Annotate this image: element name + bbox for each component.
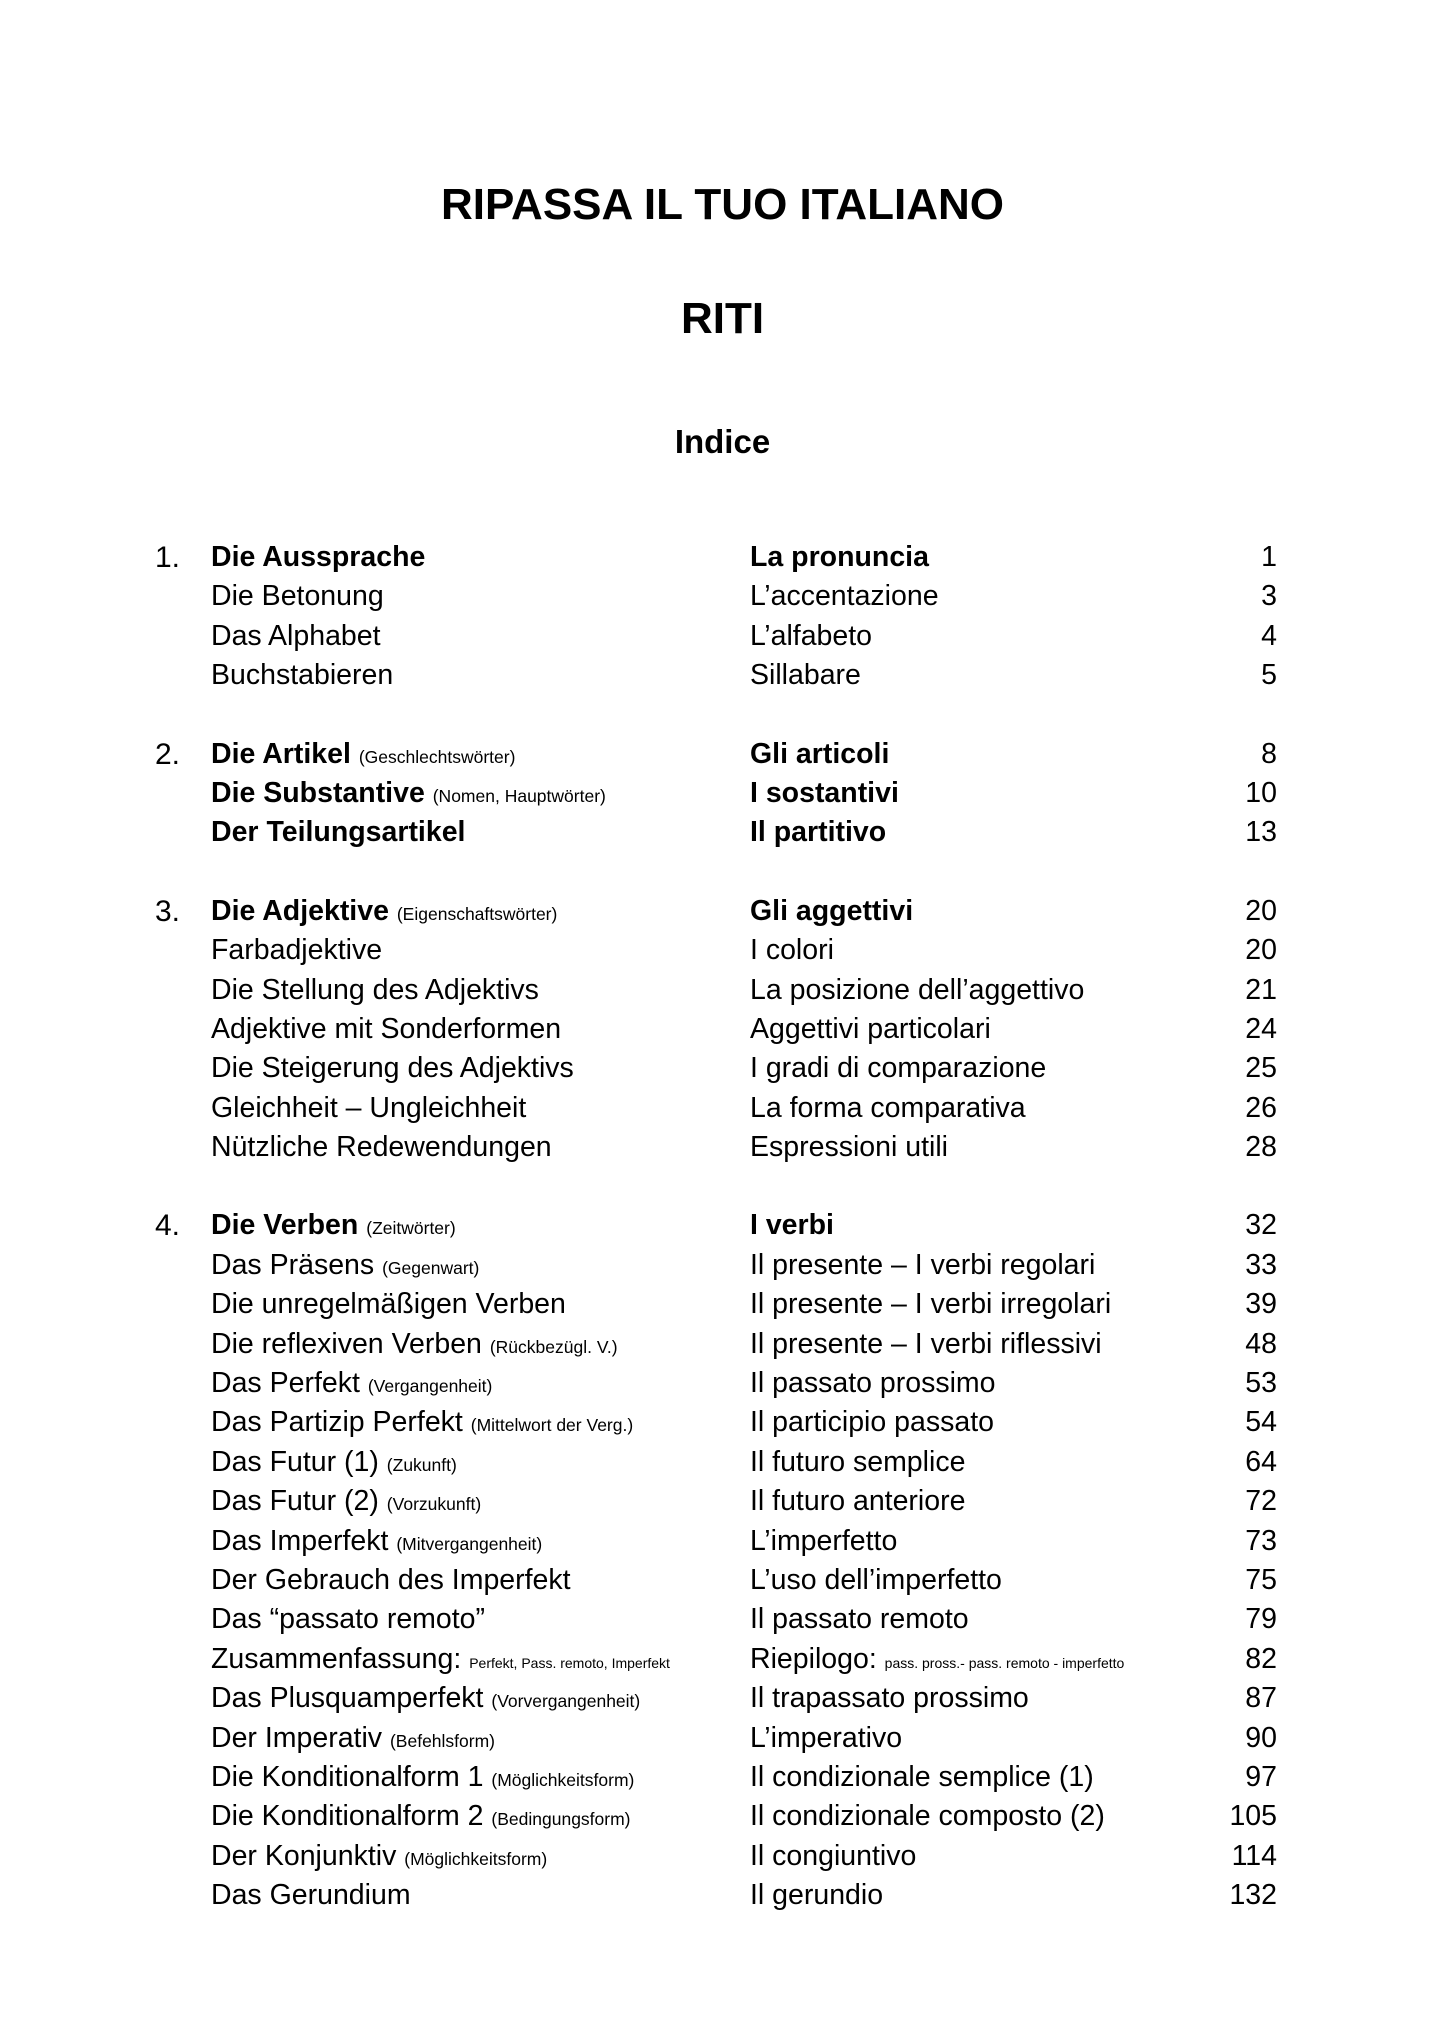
german-note: (Vorzukunft): [386, 1494, 482, 1515]
german-title-text: Das Perfekt: [211, 1367, 360, 1400]
german-title: [211, 1206, 456, 1248]
german-title: [211, 1246, 479, 1288]
italian-title-text: Il futuro semplice: [750, 1445, 966, 1478]
german-note: (Rückbezügl. V.): [489, 1336, 618, 1357]
german-title: [211, 1600, 485, 1639]
section-number: 4.: [155, 1209, 181, 1243]
german-note: (Gegenwart): [382, 1257, 480, 1278]
german-title-text: Die Betonung: [211, 580, 384, 613]
page-number: 5: [1261, 659, 1277, 692]
page-number: 28: [1245, 1131, 1277, 1164]
document-subtitle: RITI: [680, 294, 765, 343]
italian-title-text: L’alfabeto: [750, 619, 873, 652]
italian-title: [750, 1128, 948, 1167]
toc-entry: [0, 892, 1445, 931]
italian-title: [750, 617, 872, 656]
german-title-text: Das Futur (2): [211, 1485, 379, 1518]
toc-entry: [0, 1089, 1445, 1128]
german-title-text: Die Konditionalform 1: [211, 1760, 484, 1793]
german-title-text: Das Imperfekt: [211, 1524, 389, 1557]
toc-entry: [0, 1403, 1445, 1442]
page-number: 53: [1245, 1367, 1277, 1400]
toc-entry: [0, 1561, 1445, 1600]
page-number: 54: [1245, 1406, 1277, 1439]
toc-entry: [0, 1010, 1445, 1049]
italian-title: [750, 735, 889, 774]
italian-title: [750, 1561, 1002, 1600]
german-title-text: Das Präsens: [211, 1248, 375, 1281]
german-title: [211, 813, 465, 852]
toc-entry: [0, 1876, 1445, 1915]
italian-title: [750, 1403, 994, 1442]
page-number: 105: [1229, 1800, 1277, 1833]
german-title-text: Die unregelmäßigen Verben: [211, 1288, 566, 1321]
german-title-text: Die Konditionalform 2: [211, 1800, 484, 1833]
toc-entry: [0, 1049, 1445, 1088]
german-title: [211, 1679, 640, 1721]
toc-entry: [0, 735, 1445, 774]
italian-title-text: Riepilogo:: [750, 1642, 877, 1675]
italian-title: [750, 656, 861, 695]
toc-entry: [0, 1758, 1445, 1797]
german-title-text: Buchstabieren: [211, 659, 394, 692]
german-note: (Geschlechtswörter): [358, 746, 516, 767]
german-note: Perfekt, Pass. remoto, Imperfekt: [469, 1654, 670, 1671]
german-title: [211, 1482, 481, 1524]
italian-title: [750, 971, 1084, 1010]
german-title-text: Die Artikel: [211, 737, 351, 770]
german-title: [211, 538, 425, 577]
italian-title-text: Il passato remoto: [750, 1603, 969, 1636]
italian-title-text: I colori: [750, 934, 834, 967]
italian-title: [750, 1285, 1111, 1324]
german-title-text: Die Steigerung des Adjektivs: [211, 1052, 574, 1085]
italian-title-text: Il presente – I verbi riflessivi: [750, 1327, 1102, 1360]
german-title: [211, 1128, 552, 1167]
italian-title: [750, 1443, 965, 1482]
page-number: 3: [1261, 580, 1277, 613]
german-note: (Nomen, Hauptwörter): [432, 785, 606, 806]
italian-title: [750, 1797, 1105, 1836]
german-title-text: Das Alphabet: [211, 619, 381, 652]
italian-title-text: Espressioni utili: [750, 1131, 948, 1164]
toc-entry: [0, 1325, 1445, 1364]
german-title-text: Der Teilungsartikel: [211, 816, 466, 849]
german-title: [211, 1049, 574, 1088]
german-title: [211, 1640, 670, 1683]
toc-section: [0, 892, 1445, 1168]
german-note: (Vergangenheit): [367, 1376, 493, 1397]
italian-title: [750, 1640, 1124, 1683]
italian-title-text: L’uso dell’imperfetto: [750, 1563, 1002, 1596]
german-title-text: Das Partizip Perfekt: [211, 1406, 463, 1439]
italian-title-text: Il passato prossimo: [750, 1367, 996, 1400]
german-title: [211, 1364, 492, 1406]
italian-title-text: Il gerundio: [750, 1879, 884, 1912]
german-title: [211, 656, 393, 695]
german-title: [211, 971, 539, 1010]
italian-title-text: Gli aggettivi: [750, 894, 914, 927]
german-title: [211, 577, 384, 616]
page-number: 26: [1245, 1091, 1277, 1124]
italian-note: pass. pross.- pass. remoto - imperfetto: [884, 1654, 1125, 1671]
italian-title-text: Il trapassato prossimo: [750, 1682, 1029, 1715]
section-number: 3.: [155, 894, 181, 928]
german-title: [211, 1719, 495, 1761]
toc-entry: [0, 1246, 1445, 1285]
italian-title-text: Il participio passato: [750, 1406, 994, 1439]
italian-title-text: Il partitivo: [750, 816, 887, 849]
toc-entry: [0, 1206, 1445, 1245]
section-number: 2.: [155, 737, 181, 771]
german-title-text: Gleichheit – Ungleichheit: [211, 1091, 527, 1124]
italian-title: [750, 1049, 1046, 1088]
page-number: 8: [1261, 737, 1277, 770]
toc-entry: [0, 1797, 1445, 1836]
page-number: 33: [1245, 1248, 1277, 1281]
page-number: 4: [1261, 619, 1277, 652]
italian-title: [750, 1837, 916, 1876]
italian-title: [750, 1325, 1102, 1364]
page-number: 90: [1245, 1721, 1277, 1754]
page-number: 20: [1245, 934, 1277, 967]
german-title: [211, 1876, 411, 1915]
german-title: [211, 1010, 561, 1049]
german-title: [211, 1758, 634, 1800]
german-title: [211, 1403, 633, 1445]
german-title-text: Zusammenfassung:: [211, 1642, 462, 1675]
german-note: (Möglichkeitsform): [404, 1848, 548, 1869]
italian-title-text: I sostantivi: [750, 776, 899, 809]
italian-title-text: Aggettivi particolari: [750, 1012, 991, 1045]
italian-title: [750, 577, 939, 616]
page-number: 132: [1229, 1879, 1277, 1912]
german-title-text: Die reflexiven Verben: [211, 1327, 482, 1360]
italian-title-text: Il futuro anteriore: [750, 1485, 966, 1518]
toc-entry: [0, 1679, 1445, 1718]
german-note: (Eigenschaftswörter): [396, 903, 558, 924]
italian-title-text: L’imperfetto: [750, 1524, 898, 1557]
german-note: (Möglichkeitsform): [491, 1769, 635, 1790]
italian-title: [750, 813, 886, 852]
german-title: [211, 774, 606, 816]
italian-title: [750, 892, 913, 931]
toc-entry: [0, 971, 1445, 1010]
toc-entry: [0, 538, 1445, 577]
german-title: [211, 1443, 457, 1485]
index-heading: Indice: [674, 423, 771, 460]
page-number: 25: [1245, 1052, 1277, 1085]
page-number: 32: [1245, 1209, 1277, 1242]
italian-title-text: La forma comparativa: [750, 1091, 1026, 1124]
german-title: [211, 1561, 571, 1600]
german-note: (Befehlsform): [389, 1730, 495, 1751]
toc-entry: [0, 1600, 1445, 1639]
page-number: 21: [1245, 973, 1277, 1006]
german-title: [211, 617, 381, 656]
toc-section: [0, 1206, 1445, 1915]
toc-entry: [0, 1364, 1445, 1403]
page-number: 24: [1245, 1012, 1277, 1045]
italian-title: [750, 1522, 897, 1561]
italian-title-text: L’imperativo: [750, 1721, 903, 1754]
italian-title-text: Il condizionale semplice (1): [750, 1760, 1094, 1793]
german-title: [211, 1325, 618, 1367]
italian-title-text: Il presente – I verbi irregolari: [750, 1288, 1112, 1321]
italian-title-text: L’accentazione: [750, 580, 939, 613]
german-title: [211, 1285, 566, 1324]
toc-entry: [0, 1522, 1445, 1561]
german-title-text: Der Konjunktiv: [211, 1839, 397, 1872]
italian-title: [750, 1364, 996, 1403]
page-number: 97: [1245, 1760, 1277, 1793]
toc-section: [0, 735, 1445, 853]
german-title-text: Farbadjektive: [211, 934, 383, 967]
german-title-text: Die Stellung des Adjektivs: [211, 973, 539, 1006]
italian-title: [750, 1719, 902, 1758]
german-note: (Bedingungsform): [491, 1809, 631, 1830]
german-title: [211, 1797, 631, 1839]
page-number: 87: [1245, 1682, 1277, 1715]
italian-title: [750, 1679, 1029, 1718]
german-title-text: Das “passato remoto”: [211, 1603, 486, 1636]
toc-entry: [0, 1128, 1445, 1167]
toc-entry: [0, 813, 1445, 852]
german-title-text: Die Substantive: [211, 776, 425, 809]
german-title-text: Nützliche Redewendungen: [211, 1131, 552, 1164]
german-note: (Vorvergangenheit): [491, 1691, 641, 1712]
table-of-contents: [0, 538, 1445, 1955]
german-title: [211, 1837, 547, 1879]
german-note: (Mitvergangenheit): [396, 1533, 543, 1554]
german-title: [211, 1089, 526, 1128]
page-number: 82: [1245, 1642, 1277, 1675]
german-title-text: Der Imperativ: [211, 1721, 383, 1754]
document-title: RIPASSA IL TUO ITALIANO: [440, 180, 1005, 229]
german-note: (Zukunft): [386, 1454, 457, 1475]
italian-title: [750, 1600, 969, 1639]
italian-title: [750, 931, 834, 970]
german-note: (Zeitwörter): [366, 1218, 456, 1239]
italian-title-text: La posizione dell’aggettivo: [750, 973, 1085, 1006]
toc-entry: [0, 1443, 1445, 1482]
toc-section: [0, 538, 1445, 696]
italian-title-text: La pronuncia: [750, 541, 929, 573]
italian-title-text: Il condizionale composto (2): [750, 1800, 1105, 1833]
italian-title: [750, 1482, 965, 1521]
german-title-text: Adjektive mit Sonderformen: [211, 1012, 562, 1045]
german-title: [211, 1522, 542, 1564]
german-title-text: Das Gerundium: [211, 1879, 411, 1912]
italian-title-text: Il congiuntivo: [750, 1839, 917, 1872]
page-number: 75: [1245, 1563, 1277, 1596]
toc-entry: [0, 1640, 1445, 1679]
toc-entry: [0, 1285, 1445, 1324]
page-number: 79: [1245, 1603, 1277, 1636]
german-title-text: Der Gebrauch des Imperfekt: [211, 1563, 571, 1596]
page-number: 64: [1245, 1445, 1277, 1478]
page-number: 1: [1261, 541, 1277, 573]
italian-title: [750, 1089, 1026, 1128]
italian-title: [750, 538, 929, 577]
german-title-text: Das Plusquamperfekt: [211, 1682, 484, 1715]
page-number: 48: [1245, 1327, 1277, 1360]
toc-entry: [0, 1837, 1445, 1876]
toc-entry: [0, 1482, 1445, 1521]
german-title-text: Das Futur (1): [211, 1445, 379, 1478]
german-title-text: Die Verben: [211, 1209, 359, 1242]
italian-title-text: I verbi: [750, 1209, 834, 1242]
italian-title: [750, 1246, 1095, 1285]
toc-entry: [0, 656, 1445, 695]
toc-entry: [0, 774, 1445, 813]
italian-title-text: Il presente – I verbi regolari: [750, 1248, 1096, 1281]
german-title: [211, 735, 515, 777]
italian-title: [750, 1876, 883, 1915]
italian-title-text: I gradi di comparazione: [750, 1052, 1047, 1085]
toc-entry: [0, 577, 1445, 616]
toc-entry: [0, 617, 1445, 656]
toc-entry: [0, 931, 1445, 970]
section-number: 1.: [155, 541, 181, 574]
italian-title: [750, 774, 899, 813]
page-number: 114: [1231, 1839, 1277, 1872]
italian-title: [750, 1758, 1094, 1797]
german-note: (Mittelwort der Verg.): [470, 1415, 634, 1436]
page-number: 13: [1245, 816, 1277, 849]
german-title: [211, 931, 382, 970]
german-title-text: Die Aussprache: [211, 541, 426, 573]
page-number: 10: [1245, 776, 1277, 809]
italian-title: [750, 1206, 834, 1245]
italian-title: [750, 1010, 991, 1049]
page-number: 73: [1245, 1524, 1277, 1557]
page-number: 20: [1245, 894, 1277, 927]
german-title-text: Die Adjektive: [211, 894, 389, 927]
toc-entry: [0, 1719, 1445, 1758]
page-number: 72: [1245, 1485, 1277, 1518]
german-title: [211, 892, 557, 934]
page-number: 39: [1245, 1288, 1277, 1321]
italian-title-text: Sillabare: [750, 659, 861, 692]
italian-title-text: Gli articoli: [750, 737, 890, 770]
